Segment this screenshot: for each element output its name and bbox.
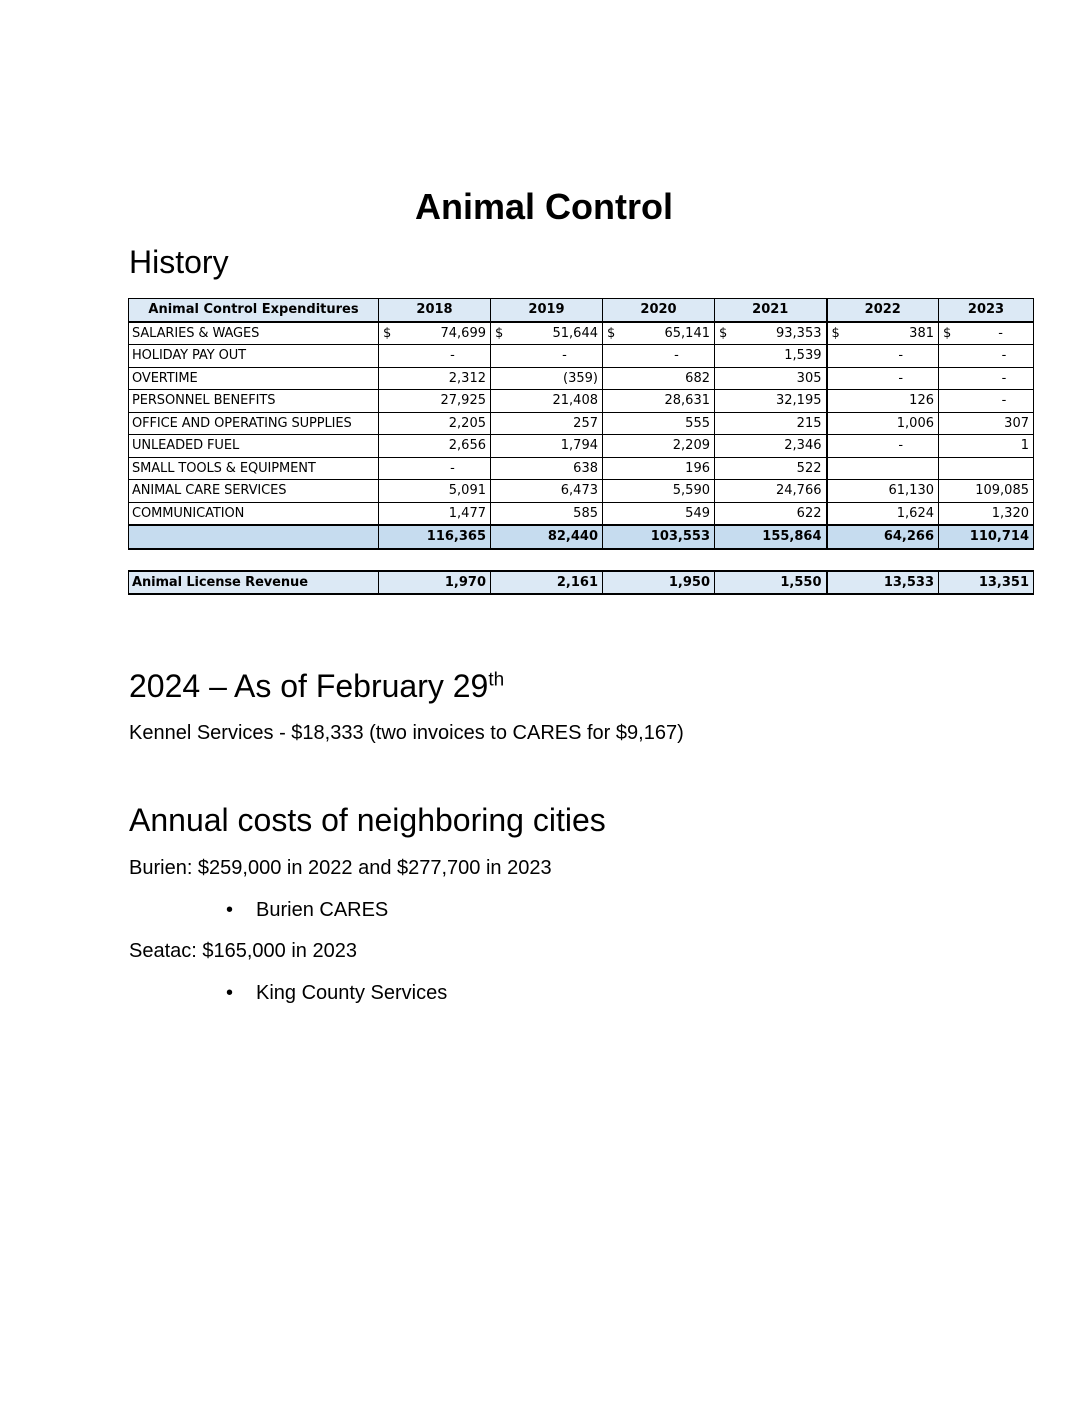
- header-year: 2019: [491, 299, 603, 322]
- table-row: [129, 502, 1034, 525]
- row-label: OVERTIME: [129, 367, 379, 390]
- table-cell: -: [939, 345, 1034, 368]
- total-cell: 110,714: [939, 525, 1034, 549]
- table-cell: (359): [491, 367, 603, 390]
- table-row: [129, 435, 1034, 458]
- table-cell: 522: [715, 457, 827, 480]
- table-cell: [491, 322, 603, 345]
- table-cell: -: [379, 345, 491, 368]
- table-cell: -: [827, 345, 939, 368]
- history-heading: History: [129, 244, 229, 280]
- list-item: [226, 899, 388, 922]
- table-cell: 585: [491, 502, 603, 525]
- table-cell: 1: [939, 435, 1034, 458]
- table-cell: -: [827, 367, 939, 390]
- cell-value: -: [998, 325, 1003, 341]
- ytd-heading-suffix: th: [488, 669, 505, 691]
- cell-value: 65,141: [664, 325, 710, 341]
- header-year: 2021: [715, 299, 827, 322]
- table-cell: 1,320: [939, 502, 1034, 525]
- totals-label: [129, 525, 379, 549]
- page-title: Animal Control: [415, 186, 673, 227]
- currency-symbol: $: [607, 325, 616, 341]
- table-cell: 21,408: [491, 390, 603, 413]
- totals-row: [129, 525, 1034, 549]
- table-cell: -: [379, 457, 491, 480]
- total-cell: 116,365: [379, 525, 491, 549]
- table-cell: [603, 322, 715, 345]
- currency-symbol: $: [943, 325, 952, 341]
- table-cell: 196: [603, 457, 715, 480]
- revenue-cell: 1,970: [379, 571, 491, 595]
- cell-value: 51,644: [552, 325, 598, 341]
- row-label: SMALL TOOLS & EQUIPMENT: [129, 457, 379, 480]
- table-row: [129, 390, 1034, 413]
- table-cell: 305: [715, 367, 827, 390]
- table-cell: [715, 322, 827, 345]
- spacer-row: [129, 549, 1034, 571]
- table-cell: 257: [491, 412, 603, 435]
- table-cell: 682: [603, 367, 715, 390]
- burien-cost-text: Burien: $259,000 in 2022 and $277,700 in 2023: [129, 857, 552, 879]
- total-cell: 103,553: [603, 525, 715, 549]
- total-cell: 64,266: [827, 525, 939, 549]
- cell-value: 381: [909, 325, 934, 341]
- table-cell: 1,794: [491, 435, 603, 458]
- row-label: OFFICE AND OPERATING SUPPLIES: [129, 412, 379, 435]
- expenditures-table-container: [128, 298, 1029, 595]
- table-cell: 549: [603, 502, 715, 525]
- cell-value: 93,353: [776, 325, 822, 341]
- table-cell: -: [491, 345, 603, 368]
- expenditures-table: [128, 298, 1034, 595]
- table-cell: [939, 322, 1034, 345]
- cell-value: 74,699: [440, 325, 486, 341]
- revenue-row: [129, 571, 1034, 595]
- table-cell: 2,205: [379, 412, 491, 435]
- currency-symbol: $: [831, 325, 840, 341]
- table-cell: 1,539: [715, 345, 827, 368]
- header-year: 2018: [379, 299, 491, 322]
- table-cell: 1,477: [379, 502, 491, 525]
- table-cell: 28,631: [603, 390, 715, 413]
- currency-symbol: $: [383, 325, 392, 341]
- revenue-cell: 13,351: [939, 571, 1034, 595]
- table-cell: [379, 322, 491, 345]
- table-cell: 215: [715, 412, 827, 435]
- seatac-cost-text: Seatac: $165,000 in 2023: [129, 940, 357, 962]
- ytd-heading-text: 2024 – As of February 29: [129, 668, 489, 704]
- currency-symbol: $: [719, 325, 728, 341]
- table-cell: 2,312: [379, 367, 491, 390]
- header-year: 2020: [603, 299, 715, 322]
- table-header-row: [129, 299, 1034, 322]
- table-body: [129, 322, 1034, 595]
- ytd-heading: [129, 668, 504, 705]
- table-cell: 126: [827, 390, 939, 413]
- header-year: 2022: [827, 299, 939, 322]
- revenue-cell: 2,161: [491, 571, 603, 595]
- bullet-text: Burien CARES: [256, 899, 389, 921]
- bullet-icon: •: [226, 982, 234, 1004]
- total-cell: 155,864: [715, 525, 827, 549]
- table-cell: 27,925: [379, 390, 491, 413]
- row-label: ANIMAL CARE SERVICES: [129, 480, 379, 503]
- table-cell: 555: [603, 412, 715, 435]
- revenue-cell: 1,550: [715, 571, 827, 595]
- table-cell: -: [827, 435, 939, 458]
- bullet-icon: •: [226, 899, 234, 921]
- table-cell: [827, 457, 939, 480]
- table-cell: -: [939, 390, 1034, 413]
- table-cell: 2,209: [603, 435, 715, 458]
- row-label: PERSONNEL BENEFITS: [129, 390, 379, 413]
- table-row: [129, 412, 1034, 435]
- table-cell: 2,346: [715, 435, 827, 458]
- header-label: Animal Control Expenditures: [129, 299, 379, 322]
- currency-symbol: $: [495, 325, 504, 341]
- table-cell: 6,473: [491, 480, 603, 503]
- table-cell: 109,085: [939, 480, 1034, 503]
- table-cell: 2,656: [379, 435, 491, 458]
- header-year: 2023: [939, 299, 1034, 322]
- kennel-services-text: Kennel Services - $18,333 (two invoices to CARES for $9,167): [129, 722, 684, 744]
- table-row: [129, 480, 1034, 503]
- total-cell: 82,440: [491, 525, 603, 549]
- table-cell: [939, 457, 1034, 480]
- neighbors-heading: Annual costs of neighboring cities: [129, 802, 606, 838]
- table-cell: 24,766: [715, 480, 827, 503]
- revenue-cell: 13,533: [827, 571, 939, 595]
- list-item: [226, 982, 447, 1005]
- table-cell: 622: [715, 502, 827, 525]
- table-cell: 5,590: [603, 480, 715, 503]
- table-cell: 1,624: [827, 502, 939, 525]
- revenue-cell: 1,950: [603, 571, 715, 595]
- row-label: SALARIES & WAGES: [129, 322, 379, 345]
- table-row: [129, 322, 1034, 345]
- table-cell: -: [939, 367, 1034, 390]
- table-cell: 32,195: [715, 390, 827, 413]
- table-cell: -: [603, 345, 715, 368]
- spacer-cell: [129, 549, 1034, 571]
- row-label: HOLIDAY PAY OUT: [129, 345, 379, 368]
- revenue-label: Animal License Revenue: [129, 571, 379, 595]
- table-cell: [827, 322, 939, 345]
- table-cell: 638: [491, 457, 603, 480]
- table-cell: 1,006: [827, 412, 939, 435]
- bullet-text: King County Services: [256, 982, 448, 1004]
- row-label: UNLEADED FUEL: [129, 435, 379, 458]
- table-row: [129, 367, 1034, 390]
- table-cell: 307: [939, 412, 1034, 435]
- table-row: [129, 457, 1034, 480]
- table-cell: 5,091: [379, 480, 491, 503]
- row-label: COMMUNICATION: [129, 502, 379, 525]
- table-row: [129, 345, 1034, 368]
- table-cell: 61,130: [827, 480, 939, 503]
